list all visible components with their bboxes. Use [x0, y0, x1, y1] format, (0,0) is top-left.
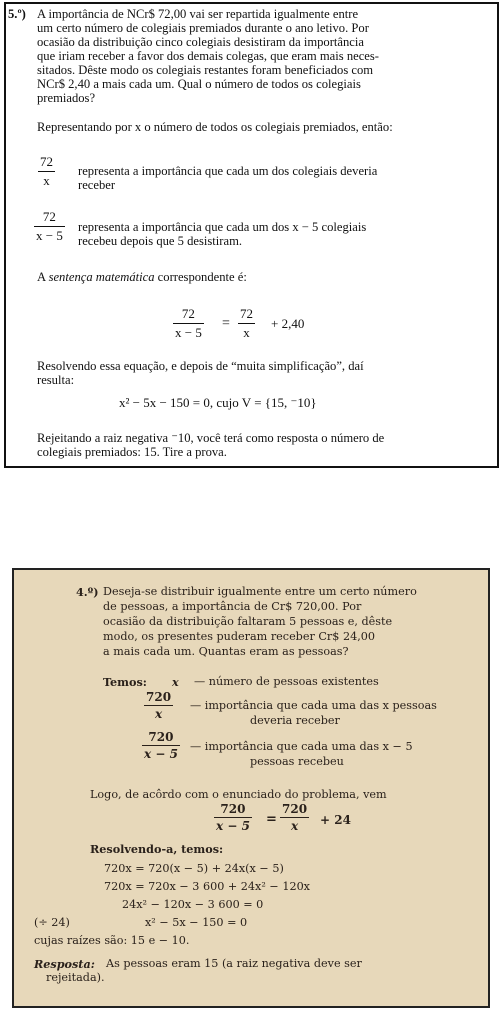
intro-text: Representando por x o número de todos os colegiais premiados, então: — [37, 120, 393, 134]
problem-line: modo, os presentes puderam receber Cr$ 24,00 — [103, 630, 375, 643]
fraction-denominator: x − 5 — [175, 325, 202, 340]
fraction-720-over-x-minus-5 — [142, 730, 180, 761]
fraction-description: — importância que cada uma das x − 5 — [190, 740, 413, 753]
resolvendo-text: Resolvendo-a, temos: — [90, 842, 224, 856]
fraction-numerator: 72 — [181, 306, 195, 321]
solution-step: 24x² − 120x − 3 600 = 0 — [122, 898, 264, 911]
problem-line: que iriam receber a favor dos demais colegas, que eram mais neces- — [37, 49, 379, 63]
equation-tail: + 24 — [320, 813, 351, 827]
problem-5-box — [4, 2, 499, 468]
fraction-description: receber — [78, 178, 116, 192]
fraction-720-over-x — [144, 690, 173, 721]
fraction-72-over-x-minus-5 — [34, 209, 65, 244]
fraction-numerator: 720 — [282, 802, 308, 816]
fraction-denominator: x − 5 — [144, 747, 178, 761]
answer-text: As pessoas eram 15 (a raiz negativa deve ser — [106, 957, 362, 970]
solution-step: 720x = 720(x − 5) + 24x(x − 5) — [104, 862, 284, 875]
problem-line: um certo número de colegiais premiados durante o ano letivo. Por — [37, 21, 369, 35]
sentence-heading: A sentença matemática correspondente é: — [37, 270, 247, 284]
answer-label: Resposta: — [34, 957, 95, 971]
logo-text: Logo, de acôrdo com o enunciado do problema, vem — [90, 788, 387, 801]
problem-line: ocasião da distribuição faltaram 5 pessoas e, dêste — [103, 615, 393, 628]
problem-line: NCr$ 2,40 a mais cada um. Qual o número de todos os colegiais — [37, 77, 361, 91]
problem-line: de pessoas, a importância de Cr$ 720,00. Por — [103, 600, 362, 613]
variable-description: — número de pessoas existentes — [194, 675, 379, 688]
solution-step: x² − 5x − 150 = 0 — [145, 916, 248, 929]
variable-x: x — [172, 675, 179, 689]
fraction-numerator: 720 — [148, 730, 174, 744]
fraction-denominator: x — [238, 323, 255, 341]
fraction-72-over-x — [38, 154, 55, 189]
solution-step: 720x = 720x − 3 600 + 24x² − 120x — [104, 880, 310, 893]
equals-sign: = — [266, 812, 277, 827]
fraction-numerator: 720 — [220, 802, 246, 816]
equals-sign: = — [222, 316, 230, 331]
fraction-numerator: 720 — [146, 690, 172, 704]
conclusion-text: Rejeitando a raiz negativa ⁻10, você terá como resposta o número de — [37, 431, 385, 445]
fraction-description: deveria receber — [250, 714, 340, 727]
fraction-description: recebeu depois que 5 desistiram. — [78, 234, 243, 248]
problem-line: sitados. Dêste modo os colegiais restantes foram beneficiados com — [37, 63, 374, 77]
equation-right-fraction — [280, 802, 309, 833]
problem-line: ocasião da distribuição cinco colegiais desistiram da importância — [37, 35, 364, 49]
equation-left-fraction — [214, 802, 252, 833]
roots-text: cujas raízes são: 15 e − 10. — [34, 934, 190, 947]
temos-label: Temos: — [103, 675, 147, 689]
fraction-numerator: 72 — [240, 306, 253, 321]
solve-text: Resolvendo essa equação, e depois de “muita simplificação”, daí — [37, 359, 364, 373]
answer-text: rejeitada). — [46, 971, 105, 984]
equation-left-fraction — [173, 306, 204, 341]
problem-line: A importância de NCr$ 72,00 vai ser repartida igualmente entre — [37, 7, 359, 21]
equation-right-fraction — [238, 306, 255, 341]
fraction-description: pessoas recebeu — [250, 755, 344, 768]
fraction-denominator: x − 5 — [216, 819, 250, 833]
fraction-numerator: 72 — [42, 209, 56, 224]
divisor-note: (÷ 24) — [34, 916, 70, 929]
fraction-description: representa a importância que cada um dos x − 5 colegiais — [78, 220, 367, 234]
fraction-description: — importância que cada uma das x pessoas — [190, 699, 437, 712]
problem-number: 4.º) — [76, 585, 99, 599]
quadratic-equation: x² − 5x − 150 = 0, cujo V = {15, ⁻10} — [119, 395, 317, 410]
problem-line: premiados? — [37, 91, 96, 105]
problem-4-box — [12, 568, 490, 1008]
problem-number: 5.º) — [8, 7, 26, 21]
conclusion-text: colegiais premiados: 15. Tire a prova. — [37, 445, 227, 459]
fraction-denominator: x − 5 — [36, 228, 63, 243]
solve-text: resulta: — [37, 373, 75, 387]
fraction-description: representa a importância que cada um dos colegiais deveria — [78, 164, 378, 178]
problem-line: Deseja-se distribuir igualmente entre um certo número — [103, 585, 417, 598]
fraction-denominator: x — [38, 171, 55, 189]
problem-line: a mais cada um. Quantas eram as pessoas? — [103, 645, 349, 658]
fraction-numerator: 72 — [40, 154, 53, 169]
fraction-denominator: x — [280, 817, 309, 833]
fraction-denominator: x — [144, 705, 173, 721]
equation-tail: + 2,40 — [271, 316, 305, 331]
